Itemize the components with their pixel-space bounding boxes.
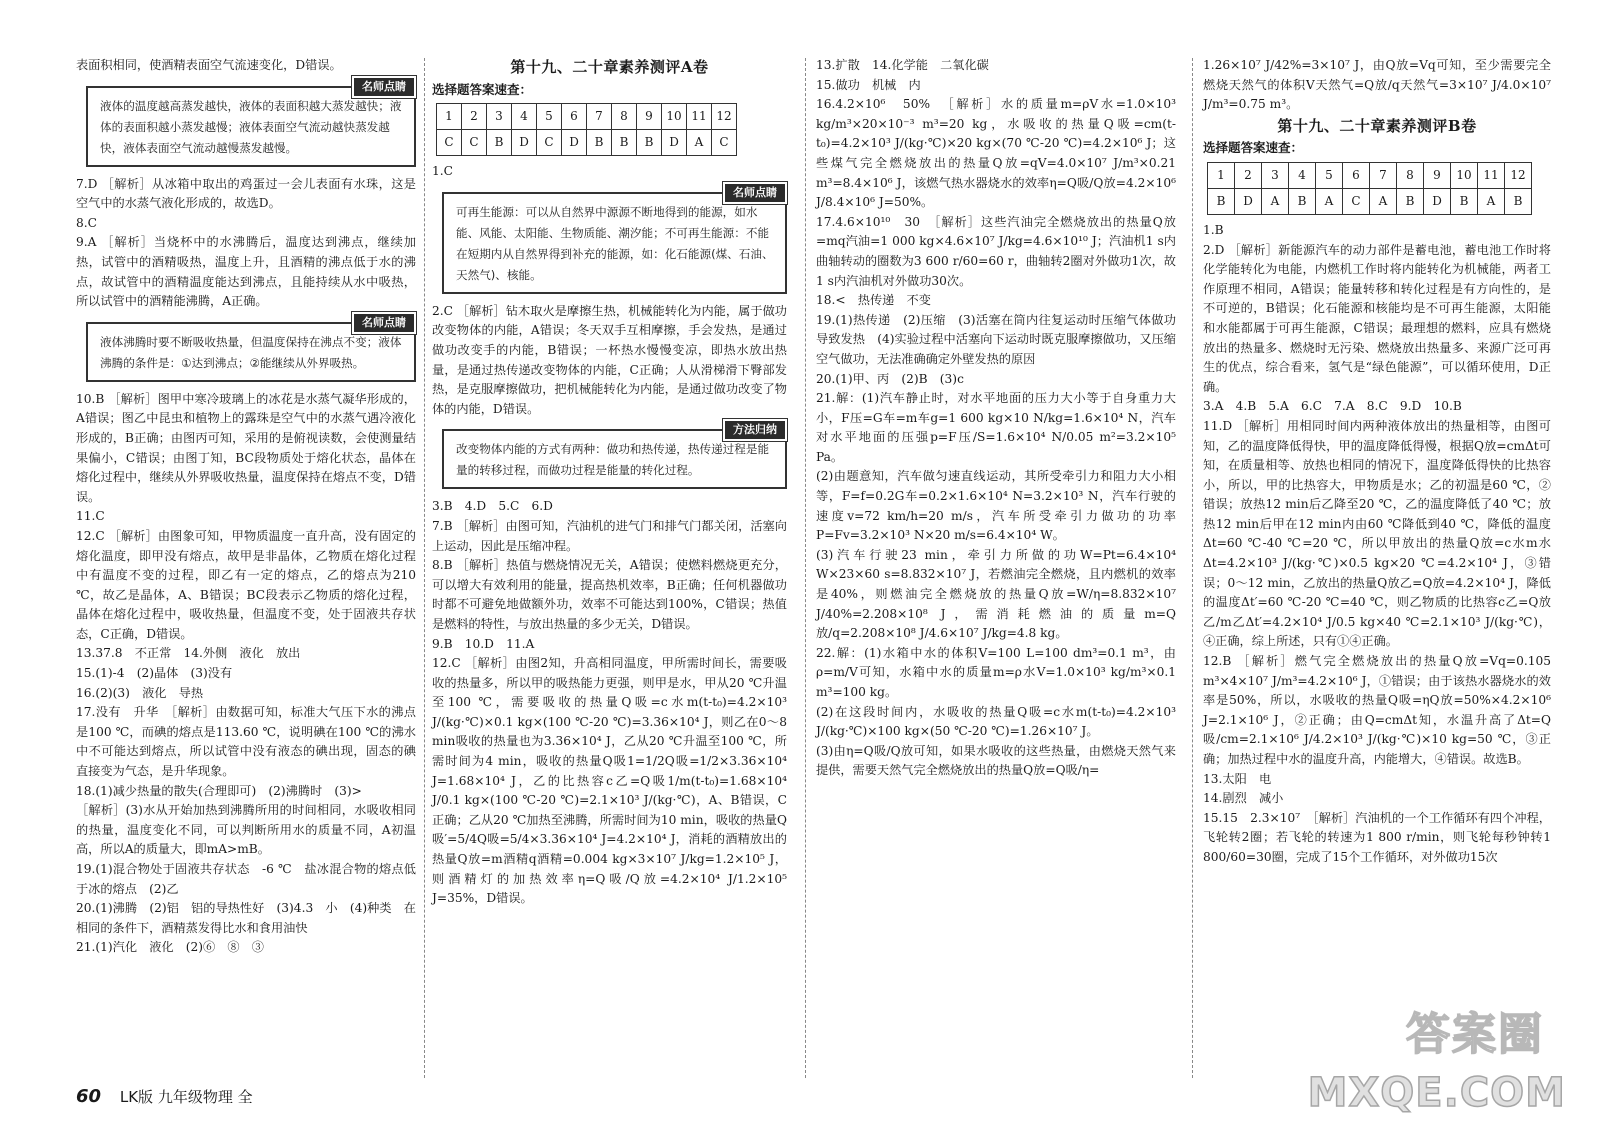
tip-text: 改变物体内能的方式有两种：做功和热传递，热传递过程是能量的转移过程，而做功过程是能量的转化过程。 [456,442,770,478]
question-number-cell: 8 [1397,162,1424,188]
answer-cell: B [612,130,637,156]
answer-3-10: 3.A 4.B 5.A 6.C 7.A 8.C 9.D 10.B [1203,399,1462,414]
answer-11: 11.D ［解析］用相同时间内两种液体放出的热量相等，由图可知，乙的温度降低得快，甲的温度降低得慢，根据Q放=cmΔt可知，在质量相等、放热也相同的情况下，温度降低得快的比热容小，所以，甲的比热容大，甲物质是水；乙的初温是60 ℃，②错误；放热12 min后乙降至20 ℃，乙的温度降低了40 ℃；放热12 min后甲在12 min内由60 ℃降低到40 ℃，降低的温度Δt=60 ℃-40 ℃=20 ℃，所以甲放出的热量Q放=c水m水Δt=4.2×10³ J/(kg·℃)×0.5 kg×20 ℃=4.2×10⁴ J，③错误；0～12 min，乙放出的热量Q放乙=Q放=4.2×10⁴ J，降低的温度Δt′=60 ℃-20 ℃=40 ℃，则乙物质的比热容c乙=Q放乙/m乙Δt′=4.2×10⁴ J/0.5 kg×40 ℃=2.1×10³ J/(kg·℃)，④正确，综上所述，只有①④正确。 [1203,418,1551,649]
answer-7: 7.B ［解析］由图可知，汽油机的进气门和排气门都关闭，活塞向上运动，因此是压缩冲程。 [432,518,787,553]
question-number-cell: 12 [1505,162,1532,188]
answer-12: 12.C ［解析］由图象可知，甲物质温度一直升高，没有固定的熔化温度，即甲没有熔点，故甲是非晶体，乙物质在熔化过程中有温度不变的过程，即乙有一定的熔点，乙的熔点为210 ℃，故乙是晶体，A、B错误；BC段表示乙物质的熔化过程，晶体在熔化过程中，吸收热量，但温度不变，处于固液共存状态，C正确，D错误。 [76,528,416,641]
answer-22-continued: 1.26×10⁷ J/42%=3×10⁷ J，由Q放=Vq可知，至少需要完全燃烧天然气的体积V天然气=Q放/q天然气=3×10⁷ J/4.0×10⁷ J/m³=0.75 m³。 [1203,58,1551,112]
answer-cell: B [1451,188,1478,214]
column-2 [432,56,787,909]
question-number-cell: 11 [1478,162,1505,188]
column-4 [1203,56,1551,868]
answer-18: 18.(1)减少热量的散失(合理即可) (2)沸腾时 (3)> [76,783,362,798]
tip-badge: 名师点睛 [352,312,416,334]
answer-1: 1.C [432,164,453,179]
answer-cell: A [1370,188,1397,214]
edition-label: LK版 [119,1088,154,1106]
answer-18-analysis: ［解析］(3)水从开始加热到沸腾所用的时间相同，水吸收相同的热量，温度变化不同，可以判断所用水的质量不同，A初温高，所以A的质量大，即mA>mB。 [76,803,416,857]
answer-key-label: 选择题答案速查： [432,81,533,97]
question-number-cell: 9 [1424,162,1451,188]
answer-21-3: (3)汽车行驶23 min，牵引力所做的功W=Pt=6.4×10⁴ W×23×60 s=8.832×10⁷ J，若燃油完全燃烧，且内燃机的效率是40%，则燃油完全燃烧放的热量Q放=W/η=8.832×10⁷ J/40%=2.208×10⁸ J，需消耗燃油的质量m=Q放/q=2.208×10⁸ J/4.6×10⁷ J/kg=4.8 kg。 [816,547,1176,641]
tip-badge: 方法归纳 [723,419,787,441]
column-3 [816,56,1176,781]
answer-21-1: 21.解：(1)汽车静止时，对水平地面的压力大小等于自身重力大小，F压=G车=m车g=1 600 kg×10 N/kg=1.6×10⁴ N，汽车对水平地面的压强p=F压/S=1.6×10⁴ N/0.05 m²=3.2×10⁵ Pa。 [816,391,1176,464]
page-number: 60 [76,1086,102,1107]
answer-cell: C [1343,188,1370,214]
tip-box [86,79,416,167]
answer-19: 19.(1)热传递 (2)压缩 (3)活塞在筒内往复运动时压缩气体做功导致发热 (4)实验过程中活塞向下运动时既克服摩擦做功，又压缩空气做功，无法准确确定外壁发热的原因 [816,312,1176,366]
answer-16: 16.(2)(3) 液化 导热 [76,685,204,700]
answer-11: 11.C [76,509,105,524]
answer-21-2: (2)由题意知，汽车做匀速直线运动，其所受牵引力和阻力大小相等，F=f=0.2G车=0.2×1.6×10⁴ N=3.2×10³ N，汽车行驶的速度v=72 km/h=20 m/s，汽车所受牵引力做功的功率P=Fv=3.2×10³ N×20 m/s=6.4×10⁴ W。 [816,469,1176,543]
answer-cell: D [1424,188,1451,214]
answer-cell: A [1262,188,1289,214]
answer-13: 13.太阳 电 [1203,771,1272,786]
column-divider [805,58,806,1078]
answer-key-table-b [1207,162,1532,215]
question-number-cell: 6 [562,104,587,130]
question-number-cell: 8 [612,104,637,130]
answer-3-6: 3.B 4.D 5.C 6.D [432,499,553,514]
subject-label: 九年级物理 [157,1088,233,1106]
answer-key-label: 选择题答案速查： [1203,140,1304,156]
question-number-cell: 4 [1289,162,1316,188]
answer-cell: B [587,130,612,156]
tip-text: 可再生能源：可以从自然界中源源不断地得到的能源，如水能、风能、太阳能、生物质能、潮汐能；不可再生能源：不能在短期内从自然界得到补充的能源，如：化石能源(煤、石油、天然气)、核能。 [456,204,774,282]
answer-cell: C [537,130,562,156]
answer-cell: B [1289,188,1316,214]
answer-20: 20.(1)甲、丙 (2)B (3)c [816,371,964,386]
column-divider [1192,58,1193,1078]
answer-9-11: 9.B 10.D 11.A [432,636,535,651]
watermark-url: MXQE.COM [1307,1070,1566,1116]
answer-19: 19.(1)混合物处于固液共存状态 -6 ℃ 盐冰混合物的熔点低于冰的熔点 (2)乙 [76,862,416,896]
tip-text: 液体的温度越高蒸发越快，液体的表面积越大蒸发越快；液体的表面积越小蒸发越慢；液体表面空气流动越快蒸发越快，液体表面空气流动越慢蒸发越慢。 [100,98,402,155]
answer-15: 15.15 2.3×10⁷ ［解析］汽油机的一个工作循环有四个冲程，飞轮转2圈；若飞轮的转速为1 800 r/min，则飞轮每秒钟转1 800/60=30圈，完成了15个工作循环，对外做功15次 [1203,810,1551,864]
answer-8: 8.B ［解析］热值与燃烧情况无关，A错误；使燃料燃烧更充分，可以增大有效利用的能量，提高热机效率，B正确；任何机器做功时都不可避免地做额外功，效率不可能达到100%，C错误；热值是燃料的特性，与放出热量的多少无关，D错误。 [432,558,787,631]
answer-1: 1.B [1203,222,1224,237]
section-title-a: 第十九、二十章素养测评A卷 [510,58,709,76]
question-number-cell: 11 [687,104,712,130]
answer-10: 10.B ［解析］图甲中寒冷玻璃上的冰花是水蒸气凝华形成的，A错误；图乙中昆虫和植物上的露珠是空气中的水蒸气遇冷液化形成的，B正确；由图丙可知，采用的是俯视读数，会使测量结果偏小，C错误；由图丁知，BC段物质处于熔化状态，晶体在熔化过程中，继续从外界吸收热量，温度保持在熔点不变，D错误。 [76,391,416,504]
answer-15: 15.做功 机械 内 [816,77,921,92]
answer-13-14: 13.扩散 14.化学能 二氧化碳 [816,58,989,72]
answer-cell: B [1505,188,1532,214]
question-number-cell: 5 [537,104,562,130]
question-number-cell: 1 [437,104,462,130]
answer-8: 8.C [76,215,97,230]
answer-cell: C [437,130,462,156]
answer-16: 16.4.2×10⁶ 50% ［解析］水的质量m=ρV水=1.0×10³ kg/m³×20×10⁻³ m³=20 kg，水吸收的热量Q吸=cm(t-t₀)=4.2×10³ J/(kg·℃)×20 kg×(70 ℃-20 ℃)=4.2×10⁶ J；这些煤气完全燃烧放出的热量Q放=qV=4.0×10⁷ J/m³×0.21 m³=8.4×10⁶ J，该燃气热水器烧水的效率η=Q吸/Q放=4.2×10⁶ J/8.4×10⁶ J=50%。 [816,97,1176,210]
question-number-cell: 2 [462,104,487,130]
section-title-b: 第十九、二十章素养测评B卷 [1277,116,1477,135]
answer-21: 21.(1)汽化 液化 (2)⑥ ⑧ ③ [76,940,264,955]
scope-label: 全 [237,1088,253,1106]
question-number-cell: 1 [1208,162,1235,188]
question-number-cell: 12 [712,104,737,130]
watermark-text: 答案圈 [1406,1009,1544,1060]
answer-9: 9.A ［解析］当烧杯中的水沸腾后，温度达到沸点，继续加热，试管中的酒精吸热，温度上升，且酒精的沸点低于水的沸点，故试管中的酒精温度能达到沸点，且能持续从水中吸热，所以试管中的酒精能沸腾，A正确。 [76,235,416,309]
tip-text: 液体沸腾时要不断吸收热量，但温度保持在沸点不变；液体沸腾的条件是：①达到沸点；②能继续从外界吸热。 [100,334,402,370]
answer-cell: C [712,130,737,156]
answer-13-14: 13.37.8 不正常 14.外侧 液化 放出 [76,646,301,661]
watermark-logo [1307,1000,1566,1118]
question-number-cell: 10 [662,104,687,130]
answer-cell: C [462,130,487,156]
question-number-cell: 2 [1235,162,1262,188]
question-number-cell: 3 [1262,162,1289,188]
question-number-cell: 6 [1343,162,1370,188]
answer-2: 2.C ［解析］钻木取火是摩擦生热，机械能转化为内能，属于做功改变物体的内能，A错误；冬天双手互相摩擦，手会发热，是通过做功改变手的内能，B错误；一杯热水慢慢变凉，即热水放出热量，是通过热传递改变物体的内能，C正确；人从滑梯滑下臀部发热，是克服摩擦做功，把机械能转化为内能，是通过做功改变了物体的内能，D错误。 [432,303,787,416]
answer-cell: D [512,130,537,156]
question-number-cell: 10 [1451,162,1478,188]
answer-12: 12.B ［解析］燃气完全燃烧放出的热量Q放=Vq=0.105 m³×4×10⁷ J/m³=4.2×10⁶ J，①错误；由于该热水器烧水的效率是50%，所以，水吸收的热量Q吸=ηQ放=50%×4.2×10⁶ J=2.1×10⁶ J，②正确；由Q=cmΔt知，水温升高了Δt=Q吸/cm=2.1×10⁶ J/4.2×10³ J/(kg·℃)×10 kg=50 ℃，③正确；加热过程中水的温度升高，内能增大，④错误。故选B。 [1203,654,1551,766]
answer-17: 17.4.6×10¹⁰ 30 ［解析］这些汽油完全燃烧放出的热量Q放=mq汽油=1 000 kg×4.6×10⁷ J/kg=4.6×10¹⁰ J；汽油机1 s内曲轴转动的圈数为3 600 r/60=60 r，曲轴转2圈对外做功1次，故1 s内汽油机对外做功30次。 [816,214,1176,288]
answer-cell: A [1478,188,1505,214]
answer-12: 12.C ［解析］由图2知，升高相同温度，甲所需时间长，需要吸收的热量多，所以甲的吸热能力更强，则甲是水，甲从20 ℃升温至100 ℃，需要吸收的热量Q吸=c水m(t-t₀)=4.2×10³ J/(kg·℃)×0.1 kg×(100 ℃-20 ℃)=3.36×10⁴ J，则乙在0～8 min吸收的热量也为3.36×10⁴ J，乙从20 ℃升温至100 ℃，所需时间为4 min，吸收的热量Q吸1=1/2Q吸=1/2×3.36×10⁴ J=1.68×10⁴ J，乙的比热容c乙=Q吸1/m(t-t₀)=1.68×10⁴ J/0.1 kg×(100 ℃-20 ℃)=2.1×10³ J/(kg·℃)，A、B错误，C正确；乙从20 ℃加热至沸腾，所需时间为10 min，吸收的热量Q吸′=5/4Q吸=5/4×3.36×10⁴ J=4.2×10⁴ J，消耗的酒精放出的热量Q放=m酒精q酒精=0.004 kg×3×10⁷ J/kg=1.2×10⁵ J，则酒精灯的加热效率η=Q吸/Q放=4.2×10⁴ J/1.2×10⁵ J=35%，D错误。 [432,656,787,906]
answer-cell: D [562,130,587,156]
answer-cell: A [687,130,712,156]
answer-cell: D [1235,188,1262,214]
answer-2: 2.D ［解析］新能源汽车的动力部件是蓄电池，蓄电池工作时将化学能转化为电能，内燃机工作时将内能转化为机械能，两者工作原理不相同，A错误；能量转移和转化过程是有方向性的，是不可逆的，B错误；化石能源和核能均是不可再生能源，太阳能和水能都属于可再生能源，C错误；最理想的燃料，应具有燃烧放出的热量多、燃烧时无污染、燃烧放出热量多、来源广泛可再生的优点，综合看来，氢气是“绿色能源”，可以循环使用，D正确。 [1203,242,1551,394]
tip-badge: 名师点睛 [723,182,787,204]
answer-15: 15.(1)-4 (2)晶体 (3)没有 [76,666,233,681]
answer-key-table-a [436,103,737,156]
tip-badge: 名师点睛 [352,76,416,98]
question-number-cell: 7 [1370,162,1397,188]
column-1 [76,56,416,958]
answer-cell: B [487,130,512,156]
answer-7: 7.D ［解析］从冰箱中取出的鸡蛋过一会儿表面有水珠，这是空气中的水蒸气液化形成的，故选D。 [76,176,416,211]
tip-box [442,185,787,294]
answer-17: 17.没有 升华 ［解析］由数据可知，标准大气压下水的沸点是100 ℃，而碘的熔点是113.60 ℃，说明碘在100 ℃的沸水中不可能达到熔点，所以试管中没有液态的碘出现，固态的碘直接变为气态，是升华现象。 [76,705,416,779]
answer-14: 14.剧烈 减小 [1203,791,1284,806]
answer-cell: B [637,130,662,156]
question-number-cell: 4 [512,104,537,130]
answer-22-1: 22.解：(1)水箱中水的体积V=100 L=100 dm³=0.1 m³，由ρ=m/V可知，水箱中水的质量m=ρ水V=1.0×10³ kg/m³×0.1 m³=100 kg。 [816,645,1176,699]
answer-text: 表面积相同，使酒精表面空气流速变化，D错误。 [76,58,342,72]
answer-cell: B [1397,188,1424,214]
answer-18: 18.< 热传递 不变 [816,293,931,308]
page-footer [76,1086,253,1107]
answer-cell: D [662,130,687,156]
question-number-cell: 3 [487,104,512,130]
question-number-cell: 9 [637,104,662,130]
column-divider [424,58,425,1078]
tip-box [86,315,416,382]
answer-22-3: (3)由η=Q吸/Q放可知，如果水吸收的这些热量，由燃烧天然气来提供，需要天然气完全燃烧放出的热量Q放=Q吸/η= [816,743,1176,778]
answer-cell: A [1316,188,1343,214]
question-number-cell: 5 [1316,162,1343,188]
question-number-cell: 7 [587,104,612,130]
answer-20: 20.(1)沸腾 (2)铝 铝的导热性好 (3)4.3 小 (4)种类 在相同的条件下，酒精蒸发得比水和食用油快 [76,901,416,935]
answer-22-2: (2)在这段时间内，水吸收的热量Q吸=c水m(t-t₀)=4.2×10³ J/(kg·℃)×100 kg×(50 ℃-20 ℃)=1.26×10⁷ J。 [816,704,1176,739]
tip-box [442,423,787,489]
answer-cell: B [1208,188,1235,214]
